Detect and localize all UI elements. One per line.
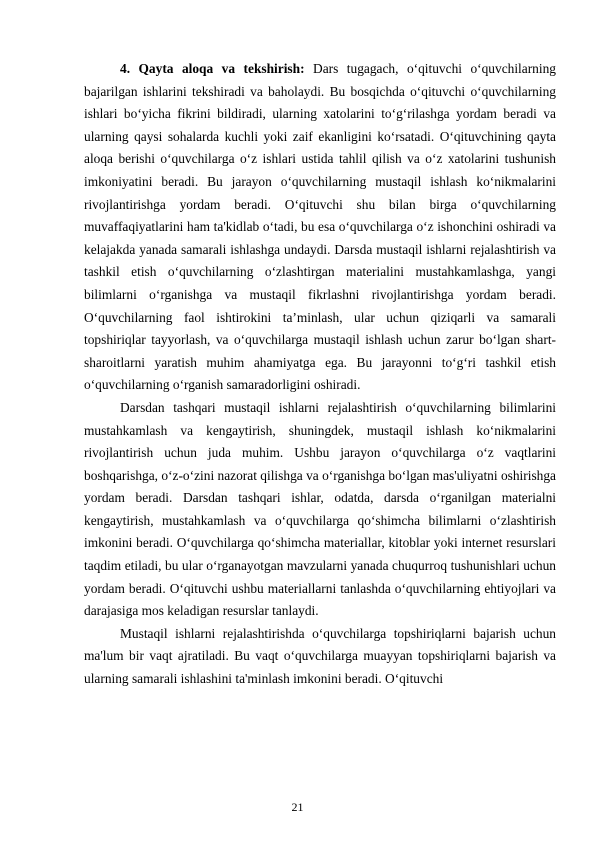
paragraph-text: Mustaqil ishlarni rejalashtirishda o‘quvchilarga topshiriqlarni bajarish uchun ma'lum bir vaqt ajratiladi. Bu vaqt o‘quvchilarga muayyan topshiriqlarni bajarish va ularning samarali ishlashini ta'minlash imkonini beradi. O‘qituvchi	[84, 625, 556, 687]
paragraph	[84, 623, 556, 691]
paragraph-text: Dars tugagach, o‘qituvchi o‘quvchilarning bajarilgan ishlarini tekshiradi va baholaydi. Bu bosqichda o‘qituvchi o‘quvchilarning ishlari bo‘yicha fikrini bildiradi, ularning xatolarini to‘g‘rilashga yordam beradi va ularning qaysi sohalarda kuchli yoki zaif ekanligini ko‘rsatadi. O‘qituvchining qayta aloqa berishi o‘quvchilarga o‘z ishlari ustida tahlil qilish va o‘z xatolarini tushunish imkoniyatini beradi. Bu jarayon o‘quvchilarning mustaqil ishlash ko‘nikmalarini rivojlantirishga yordam beradi. O‘qituvchi shu bilan birga o‘quvchilarning muvaffaqiyatlarini ham ta'kidlab o‘tadi, bu esa o‘quvchilarga o‘z ishonchini oshiradi va kelajakda yanada samarali ishlashga undaydi. Darsda mustaqil ishlarni rejalashtirish va tashkil etish o‘quvchilarning o‘zlashtirgan materialini mustahkamlashga, yangi bilimlarni o‘rganishga va mustaqil fikrlashni rivojlantirishga yordam beradi. O‘quvchilarning faol ishtirokini ta’minlash, ular uchun qiziqarli va samarali topshiriqlar tayyorlash, va o‘quvchilarga mustaqil ishlash uchun zarur bo‘lgan shart-sharoitlarni yaratish muhim ahamiyatga ega. Bu jarayonni to‘g‘ri tashkil etish o‘quvchilarning o‘rganish samaradorligini oshiradi.	[84, 61, 556, 393]
paragraph-text: Darsdan tashqari mustaqil ishlarni rejalashtirish o‘quvchilarning bilimlarini mustahkamlash va kengaytirish, shuningdek, mustaqil ishlash ko‘nikmalarini rivojlantirish uchun juda muhim. Ushbu jarayon o‘quvchilarga o‘z vaqtlarini boshqarishga, o‘z-o‘zini nazorat qilishga va o‘rganishga bo‘lgan mas'uliyatni oshirishga yordam beradi. Darsdan tashqari ishlar, odatda, darsda o‘rganilgan materialni kengaytirish, mustahkamlash va o‘quvchilarga qo‘shimcha bilimlarni o‘zlashtirish imkonini beradi. O‘quvchilarga qo‘shimcha materiallar, kitoblar yoki internet resurslari taqdim etiladi, bu ular o‘rganayotgan mavzularni yanada chuqurroq tushunishlari uchun yordam beradi. O‘qituvchi ushbu materiallarni tanlashda o‘quvchilarning ehtiyojlari va darajasiga mos keladigan resurslar tanlaydi.	[84, 399, 556, 619]
paragraph	[84, 58, 556, 397]
body-text	[84, 58, 556, 691]
section-heading: 4. Qayta aloqa va tekshirish:	[120, 61, 305, 76]
paragraph	[84, 397, 556, 623]
page-number: 21	[291, 800, 304, 814]
